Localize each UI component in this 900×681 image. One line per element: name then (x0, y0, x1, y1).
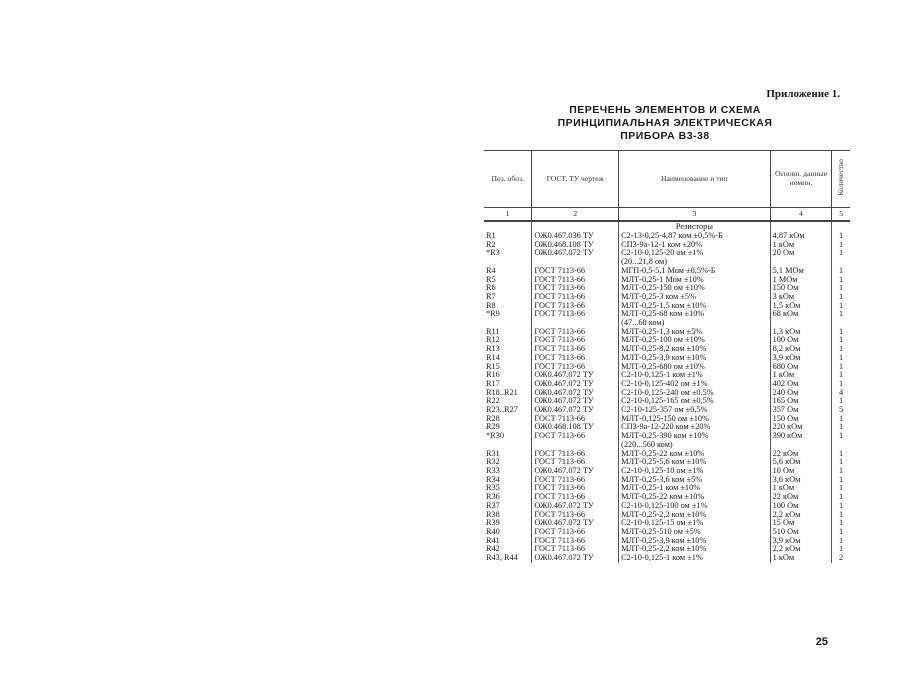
cell-pos: R11 (486, 327, 500, 336)
cell-qty: 2 (832, 554, 850, 563)
cell-qty: 1 (832, 519, 850, 528)
document-page (480, 84, 850, 654)
cell-gost: ГОСТ 7113-66 (532, 302, 619, 311)
cell-name: МЛТ-0,125-150 ом ±10% (619, 415, 771, 424)
cell-qty: 1 (832, 458, 850, 467)
table-row (484, 319, 850, 328)
cell-data: 22 кОм (770, 450, 832, 459)
cell-gost: ОЖ0.467.072 ТУ (532, 249, 619, 258)
cell-pos: R41 (486, 536, 500, 545)
cell-name: МЛТ-0,25-390 ком ±10% (619, 432, 771, 441)
table-row (484, 389, 850, 398)
cell-gost: ГОСТ 7113-66 (532, 293, 619, 302)
cell-pos: R4 (486, 266, 496, 275)
cell-pos: *R30 (486, 432, 504, 441)
cell-name: МЛТ-0,25-680 ом ±10% (619, 363, 771, 372)
cell-qty: 1 (832, 484, 850, 493)
cell-name: СП3-9а-12-1 ком ±20% (619, 241, 771, 250)
column-number: 3 (619, 208, 771, 222)
table-row (484, 493, 850, 502)
cell-gost: ГОСТ 7113-66 (532, 336, 619, 345)
cell-name: СП3-9а-12-220 ком ±20% (619, 423, 771, 432)
cell-data: 68 кОм (770, 310, 832, 319)
cell-qty: 1 (832, 511, 850, 520)
cell-gost (532, 441, 619, 450)
section-title: Резисторы (619, 221, 771, 232)
cell-gost: ОЖ0.467.072 ТУ (532, 467, 619, 476)
cell-gost: ГОСТ 7113-66 (532, 476, 619, 485)
table-row (484, 397, 850, 406)
table-row (484, 354, 850, 363)
cell-data: 15 Ом (770, 519, 832, 528)
cell-qty: 1 (832, 423, 850, 432)
cell-name: (220...560 ком) (619, 441, 771, 450)
table-row (484, 371, 850, 380)
cell-qty: 1 (832, 450, 850, 459)
cell-data: 390 кОм (770, 432, 832, 441)
cell-gost: ГОСТ 7113-66 (532, 345, 619, 354)
cell-gost: ГОСТ 7113-66 (532, 458, 619, 467)
cell-name: МЛТ-0,25-1,3 ком ±5% (619, 328, 771, 337)
cell-qty: 1 (832, 328, 850, 337)
cell-pos: R33 (486, 466, 500, 475)
cell-data (770, 258, 832, 267)
cell-name: МЛТ-0,25-1,5 ком ±10% (619, 302, 771, 311)
cell-gost: ГОСТ 7113-66 (532, 511, 619, 520)
cell-name: МЛТ-0,25-510 ом ±5% (619, 528, 771, 537)
cell-data: 2,2 кОм (770, 511, 832, 520)
cell-qty: 1 (832, 467, 850, 476)
column-number: 5 (832, 208, 850, 222)
cell-pos: *R9 (486, 310, 500, 319)
cell-data: 1,5 кОм (770, 302, 832, 311)
cell-name: МГП-0,5-5,1 Мом ±0,5%-Б (619, 267, 771, 276)
cell-name: МЛТ-0,25-8,2 ком ±10% (619, 345, 771, 354)
table-row (484, 302, 850, 311)
table-row (484, 336, 850, 345)
cell-data: 357 Ом (770, 406, 832, 415)
cell-pos: R42 (486, 545, 500, 554)
header-pos: Поз. обоз. (484, 151, 532, 208)
cell-pos: R14 (486, 353, 500, 362)
cell-qty: 1 (832, 363, 850, 372)
cell-pos: R8 (486, 301, 496, 310)
cell-data: 8,2 кОм (770, 345, 832, 354)
cell-gost: ГОСТ 7113-66 (532, 363, 619, 372)
title-line-3: ПРИБОРА В3-38 (620, 130, 710, 142)
cell-gost: ГОСТ 7113-66 (532, 354, 619, 363)
cell-data: 680 Ом (770, 363, 832, 372)
cell-gost: ГОСТ 7113-66 (532, 545, 619, 554)
cell-name: С2-10-0,125-20 ом ±1% (619, 249, 771, 258)
cell-gost: ГОСТ 7113-66 (532, 328, 619, 337)
cell-pos: R1 (486, 232, 496, 240)
table-row (484, 511, 850, 520)
cell-name: С2-10-0,125-1 ком ±1% (619, 371, 771, 380)
cell-data: 1 кОм (770, 241, 832, 250)
cell-gost: ГОСТ 7113-66 (532, 493, 619, 502)
cell-name: МЛТ-0,25-5,6 ком ±10% (619, 458, 771, 467)
cell-gost: ГОСТ 7113-66 (532, 267, 619, 276)
cell-pos: R37 (486, 501, 500, 510)
cell-pos: R5 (486, 275, 496, 284)
cell-data: 100 Ом (770, 502, 832, 511)
table-row (484, 380, 850, 389)
table-row (484, 476, 850, 485)
header-name: Наименование и тип (619, 151, 771, 208)
cell-qty: 1 (832, 276, 850, 285)
header-gost: ГОСТ, ТУ чертеж (532, 151, 619, 208)
cell-qty: 1 (832, 336, 850, 345)
cell-qty: 1 (832, 415, 850, 424)
cell-pos: R38 (486, 510, 500, 519)
cell-pos: R6 (486, 284, 496, 293)
cell-gost (532, 319, 619, 328)
cell-gost: ГОСТ 7113-66 (532, 415, 619, 424)
cell-pos: R13 (486, 345, 500, 354)
cell-data: 150 Ом (770, 284, 832, 293)
cell-data: 220 кОм (770, 423, 832, 432)
cell-data: 1 МОм (770, 276, 832, 285)
cell-data: 5,1 МОм (770, 267, 832, 276)
table-row (484, 502, 850, 511)
cell-pos: R17 (486, 379, 500, 388)
header-qty-cell (832, 151, 850, 208)
cell-pos: R18..R21 (486, 388, 518, 397)
cell-name: С2-10-0,125-402 ом ±1% (619, 380, 771, 389)
table-header-row (484, 151, 850, 208)
table-row (484, 258, 850, 267)
cell-pos: R43, R44 (486, 554, 518, 563)
cell-gost: ОЖ0.467.072 ТУ (532, 380, 619, 389)
cell-name: С2-10-0,125-100 ом ±1% (619, 502, 771, 511)
table-row (484, 345, 850, 354)
table-row (484, 537, 850, 546)
cell-gost: ГОСТ 7113-66 (532, 310, 619, 319)
cell-data: 2,2 кОм (770, 545, 832, 554)
cell-pos (484, 258, 532, 267)
table-row (484, 450, 850, 459)
cell-data: 4,87 кОм (770, 232, 832, 241)
cell-qty: 1 (832, 310, 850, 319)
cell-data: 5,6 кОм (770, 458, 832, 467)
table-row (484, 328, 850, 337)
cell-pos: R16 (486, 371, 500, 380)
cell-name: С2-10-0,125-10 ом ±1% (619, 467, 771, 476)
cell-data: 1,3 кОм (770, 328, 832, 337)
cell-gost: ГОСТ 7113-66 (532, 450, 619, 459)
cell-pos: R23..R27 (486, 406, 518, 415)
cell-qty: 1 (832, 284, 850, 293)
cell-qty: 1 (832, 354, 850, 363)
cell-name: МЛТ-0,25-2,2 ком ±10% (619, 545, 771, 554)
appendix-label: Приложение 1. (766, 88, 840, 100)
cell-pos: R12 (486, 336, 500, 345)
table-row (484, 241, 850, 250)
column-number: 2 (532, 208, 619, 222)
table-row (484, 276, 850, 285)
cell-name: С2-10-0,125-1 ком ±1% (619, 554, 771, 563)
cell-name: МЛТ-0,25-1 Мом ±10% (619, 276, 771, 285)
cell-pos: R7 (486, 292, 496, 301)
cell-qty: 1 (832, 267, 850, 276)
cell-pos (484, 319, 532, 328)
table-row (484, 284, 850, 293)
table-row (484, 293, 850, 302)
section-row (484, 221, 850, 232)
components-table (484, 150, 850, 563)
table-row (484, 415, 850, 424)
cell-data: 22 кОм (770, 493, 832, 502)
table-row (484, 519, 850, 528)
cell-pos: R28 (486, 414, 500, 423)
cell-data (770, 319, 832, 328)
cell-qty: 1 (832, 345, 850, 354)
cell-qty: 1 (832, 545, 850, 554)
table-row (484, 458, 850, 467)
cell-name: МЛТ-0,25-150 ом ±10% (619, 284, 771, 293)
cell-qty: 1 (832, 241, 850, 250)
cell-qty: 1 (832, 302, 850, 311)
cell-data: 3 кОм (770, 293, 832, 302)
cell-pos: R22 (486, 397, 500, 406)
table-row (484, 267, 850, 276)
cell-pos (484, 441, 532, 450)
cell-gost: ГОСТ 7113-66 (532, 276, 619, 285)
table-row (484, 432, 850, 441)
cell-qty: 1 (832, 493, 850, 502)
cell-qty: 1 (832, 502, 850, 511)
cell-gost: ГОСТ 7113-66 (532, 484, 619, 493)
cell-qty (832, 319, 850, 328)
cell-gost: ГОСТ 7113-66 (532, 432, 619, 441)
cell-gost: ОЖ0.467.072 ТУ (532, 406, 619, 415)
cell-gost: ОЖ0.467.072 ТУ (532, 519, 619, 528)
cell-name: С2-13-0,25-4,87 ком ±0,5%-Б (619, 232, 771, 241)
cell-pos: R15 (486, 362, 500, 371)
cell-name: МЛТ-0,25-3 ком ±5% (619, 293, 771, 302)
title-line-1: ПЕРЕЧЕНЬ ЭЛЕМЕНТОВ И СХЕМА (569, 104, 761, 116)
cell-gost: ГОСТ 7113-66 (532, 537, 619, 546)
cell-data: 510 Ом (770, 528, 832, 537)
cell-gost: ГОСТ 7113-66 (532, 284, 619, 293)
table-row (484, 441, 850, 450)
column-number: 4 (770, 208, 832, 222)
cell-data: 165 Ом (770, 397, 832, 406)
cell-name: С2-10-0,125-165 ом ±0,5% (619, 397, 771, 406)
cell-name: МЛТ-0,25-3,9 ком ±10% (619, 354, 771, 363)
cell-name: МЛТ-0,25-22 ком ±10% (619, 493, 771, 502)
cell-data: 1 кОм (770, 484, 832, 493)
cell-data: 240 Ом (770, 389, 832, 398)
cell-name: (47...68 ком) (619, 319, 771, 328)
cell-qty: 1 (832, 293, 850, 302)
column-numbers-row (484, 208, 850, 222)
cell-pos: R36 (486, 493, 500, 502)
table-body (484, 221, 850, 563)
cell-pos: R39 (486, 519, 500, 528)
cell-gost: ОЖ0.467.072 ТУ (532, 397, 619, 406)
cell-name: С2-10-0,125-240 ом ±0,5% (619, 389, 771, 398)
cell-qty: 1 (832, 232, 850, 241)
cell-qty: 5 (832, 406, 850, 415)
header-data: Основн. данные номин. (770, 151, 832, 208)
cell-name: (20...21,8 ом) (619, 258, 771, 267)
title-line-2: ПРИНЦИПИАЛЬНАЯ ЭЛЕКТРИЧЕСКАЯ (557, 117, 773, 129)
cell-qty (832, 258, 850, 267)
cell-qty: 4 (832, 389, 850, 398)
cell-data: 3,9 кОм (770, 354, 832, 363)
table-row (484, 528, 850, 537)
cell-gost: ОЖ0.467.072 ТУ (532, 371, 619, 380)
cell-pos: R40 (486, 527, 500, 536)
cell-data: 100 Ом (770, 336, 832, 345)
cell-qty: 1 (832, 371, 850, 380)
cell-gost: ОЖ0.467.072 ТУ (532, 554, 619, 563)
table-row (484, 249, 850, 258)
cell-gost: ОЖ0.467.036 ТУ (532, 232, 619, 241)
cell-data: 20 Ом (770, 249, 832, 258)
cell-name: С2-10-125-357 ом ±0,5% (619, 406, 771, 415)
cell-qty: 1 (832, 537, 850, 546)
cell-pos: R31 (486, 449, 500, 458)
header-qty: Количество (835, 159, 845, 196)
table-row (484, 363, 850, 372)
cell-data: 3,9 кОм (770, 537, 832, 546)
cell-pos: R2 (486, 240, 496, 249)
cell-qty: 1 (832, 432, 850, 441)
cell-pos: R35 (486, 484, 500, 493)
cell-name: МЛТ-0,25-2,2 ком ±10% (619, 511, 771, 520)
cell-pos: R32 (486, 458, 500, 467)
cell-data: 3,6 кОм (770, 476, 832, 485)
cell-qty (832, 441, 850, 450)
table-row (484, 545, 850, 554)
cell-gost: ОЖ0.467.072 ТУ (532, 389, 619, 398)
cell-pos: *R3 (486, 249, 500, 258)
cell-name: МЛТ-0,25-3,9 ком ±10% (619, 537, 771, 546)
cell-gost (532, 258, 619, 267)
cell-name: МЛТ-0,25-3,6 ком ±5% (619, 476, 771, 485)
cell-pos: R29 (486, 423, 500, 432)
cell-data: 1 кОм (770, 554, 832, 563)
table-row (484, 484, 850, 493)
table-row (484, 467, 850, 476)
cell-gost: ОЖ0.468.108 ТУ (532, 423, 619, 432)
table-row (484, 423, 850, 432)
cell-data: 10 Ом (770, 467, 832, 476)
cell-name: МЛТ-0,25-68 ком ±10% (619, 310, 771, 319)
cell-name: С2-10-0,125-15 ом ±1% (619, 519, 771, 528)
page-number: 25 (815, 636, 828, 648)
cell-data (770, 441, 832, 450)
table-row (484, 310, 850, 319)
cell-qty: 1 (832, 249, 850, 258)
table-row (484, 554, 850, 563)
cell-data: 1 кОм (770, 371, 832, 380)
cell-pos: R34 (486, 475, 500, 484)
cell-gost: ОЖ0.468.108 ТУ (532, 241, 619, 250)
cell-data: 150 Ом (770, 415, 832, 424)
cell-data: 402 Ом (770, 380, 832, 389)
table-row (484, 406, 850, 415)
cell-qty: 1 (832, 476, 850, 485)
cell-name: МЛТ-0,25-100 ом ±10% (619, 336, 771, 345)
cell-gost: ОЖ0.467.072 ТУ (532, 502, 619, 511)
cell-qty: 1 (832, 397, 850, 406)
cell-qty: 1 (832, 528, 850, 537)
table-row (484, 232, 850, 241)
cell-name: МЛТ-0,25-22 ком ±10% (619, 450, 771, 459)
cell-gost: ГОСТ 7113-66 (532, 528, 619, 537)
cell-name: МЛТ-0,25-1 ком ±10% (619, 484, 771, 493)
column-number: 1 (484, 208, 532, 222)
cell-qty: 1 (832, 380, 850, 389)
